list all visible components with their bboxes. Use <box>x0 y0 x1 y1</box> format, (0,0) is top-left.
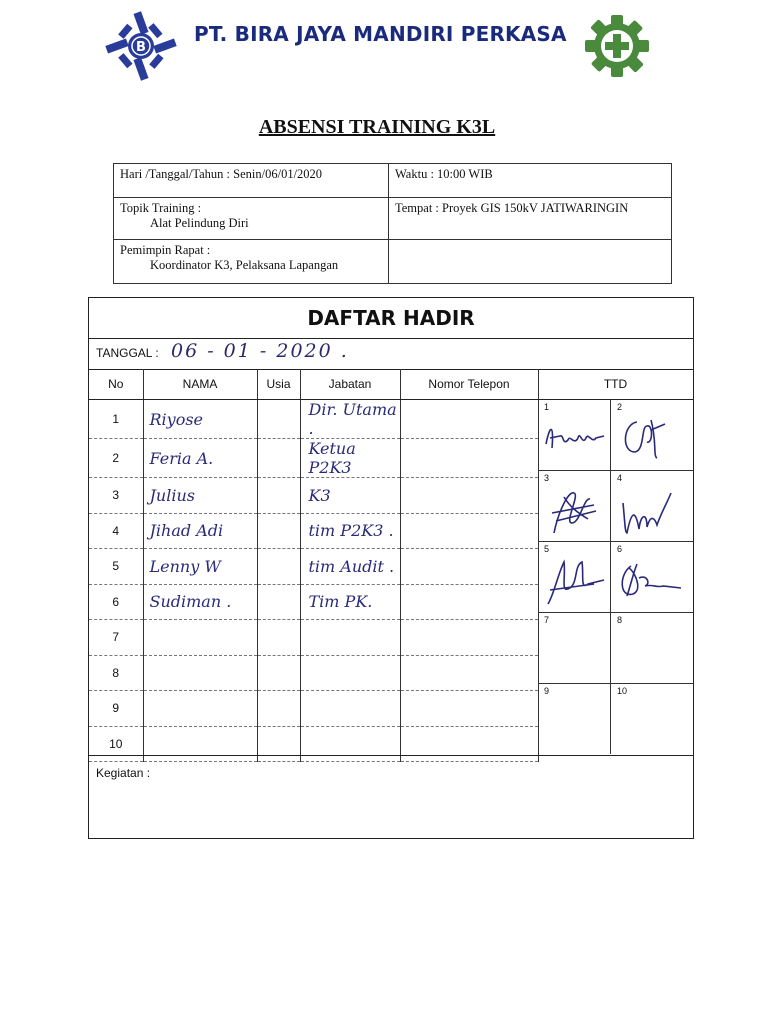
info-tempat: Tempat : Proyek GIS 150kV JATIWARINGIN <box>389 198 672 240</box>
document-title: ABSENSI TRAINING K3L <box>258 116 496 138</box>
ttd-cell <box>611 471 693 542</box>
attendance-table <box>89 369 539 762</box>
ttd-cell <box>611 542 693 613</box>
row-no: 3 <box>89 478 143 514</box>
info-empty-cell <box>389 240 672 284</box>
ttd-number: 7 <box>544 615 550 625</box>
row-telepon <box>400 655 538 691</box>
col-header-no: No <box>89 369 143 400</box>
attendance-row <box>89 513 538 549</box>
attendance-row <box>89 478 538 514</box>
ttd-cell <box>611 400 693 471</box>
row-no: 9 <box>89 691 143 727</box>
row-nama <box>143 655 257 691</box>
info-topik <box>114 198 389 240</box>
attendance-title: DAFTAR HADIR <box>89 298 693 339</box>
ttd-cell <box>538 613 611 684</box>
row-no: 1 <box>89 400 143 439</box>
attendance-row <box>89 691 538 727</box>
col-header-jabatan: Jabatan <box>300 369 400 400</box>
row-jabatan: Dir. Utama . <box>300 400 400 439</box>
row-telepon <box>400 439 538 478</box>
kegiatan-row <box>89 755 693 839</box>
info-pemimpin <box>114 240 389 284</box>
info-waktu: Waktu : 10:00 WIB <box>389 164 672 198</box>
row-nama: Riyose <box>143 400 257 439</box>
row-jabatan: K3 <box>300 478 400 514</box>
row-usia <box>257 620 300 656</box>
row-telepon <box>400 478 538 514</box>
signature-5 <box>544 554 606 610</box>
ttd-number: 6 <box>617 544 623 554</box>
row-telepon <box>400 620 538 656</box>
row-no: 10 <box>89 726 143 762</box>
signature-3 <box>544 483 606 539</box>
attendance-row <box>89 620 538 656</box>
pemimpin-label: Pemimpin Rapat : <box>120 243 211 257</box>
row-telepon <box>400 549 538 585</box>
pemimpin-value: Koordinator K3, Pelaksana Lapangan <box>150 258 339 272</box>
row-usia <box>257 478 300 514</box>
kegiatan-label: Kegiatan : <box>96 766 151 780</box>
logo-letter: B <box>136 40 146 55</box>
row-usia <box>257 549 300 585</box>
info-hari: Hari /Tanggal/Tahun : Senin/06/01/2020 <box>114 164 389 198</box>
attendance-sheet <box>88 297 694 839</box>
row-nama: Julius <box>143 478 257 514</box>
ttd-number: 2 <box>617 402 623 412</box>
gear-cross-logo <box>584 15 650 77</box>
col-header-ttd: TTD <box>538 369 693 400</box>
signature-1 <box>544 412 606 462</box>
row-no: 4 <box>89 513 143 549</box>
signature-2 <box>617 412 679 462</box>
row-nama: Lenny W <box>143 549 257 585</box>
company-logo-left <box>104 10 178 82</box>
ttd-number: 9 <box>544 686 550 696</box>
row-no: 7 <box>89 620 143 656</box>
ttd-number: 10 <box>617 686 628 696</box>
attendance-row <box>89 549 538 585</box>
topik-label: Topik Training : <box>120 201 202 215</box>
row-usia <box>257 439 300 478</box>
ttd-cell <box>538 542 611 613</box>
row-jabatan <box>300 655 400 691</box>
row-no: 8 <box>89 655 143 691</box>
attendance-row <box>89 439 538 478</box>
ttd-number: 1 <box>544 402 550 412</box>
row-usia <box>257 691 300 727</box>
row-telepon <box>400 691 538 727</box>
row-nama: Feria A. <box>143 439 257 478</box>
row-jabatan: tim Audit . <box>300 549 400 585</box>
ttd-number: 8 <box>617 615 623 625</box>
row-telepon <box>400 400 538 439</box>
ttd-cell <box>538 684 611 754</box>
row-nama: Jihad Adi <box>143 513 257 549</box>
row-usia <box>257 655 300 691</box>
attendance-row <box>89 400 538 439</box>
attendance-row <box>89 584 538 620</box>
row-nama: Sudiman . <box>143 584 257 620</box>
training-info-table <box>113 163 672 284</box>
row-jabatan: Ketua P2K3 <box>300 439 400 478</box>
row-no: 2 <box>89 439 143 478</box>
row-jabatan <box>300 691 400 727</box>
row-nama <box>143 620 257 656</box>
company-name: PT. BIRA JAYA MANDIRI PERKASA <box>194 22 567 46</box>
row-no: 5 <box>89 549 143 585</box>
col-header-nama: NAMA <box>143 369 257 400</box>
row-nama <box>143 691 257 727</box>
tanggal-label: TANGGAL : <box>96 346 159 360</box>
row-jabatan <box>300 620 400 656</box>
col-header-telepon: Nomor Telepon <box>400 369 538 400</box>
tanggal-value: 06 - 01 - 2020 . <box>171 340 349 362</box>
signature-6 <box>617 554 683 610</box>
tanggal-row <box>89 338 693 370</box>
row-jabatan: Tim PK. <box>300 584 400 620</box>
ttd-cell <box>538 471 611 542</box>
ttd-number: 4 <box>617 473 623 483</box>
ttd-number: 3 <box>544 473 550 483</box>
col-header-usia: Usia <box>257 369 300 400</box>
signature-4 <box>617 483 679 539</box>
ttd-cell <box>611 684 693 754</box>
row-telepon <box>400 584 538 620</box>
ttd-cell <box>611 613 693 684</box>
ttd-cell <box>538 400 611 471</box>
row-usia <box>257 513 300 549</box>
row-jabatan: tim P2K3 . <box>300 513 400 549</box>
row-usia <box>257 400 300 439</box>
row-no: 6 <box>89 584 143 620</box>
topik-value: Alat Pelindung Diri <box>150 216 249 230</box>
row-usia <box>257 584 300 620</box>
ttd-number: 5 <box>544 544 550 554</box>
row-telepon <box>400 513 538 549</box>
attendance-row <box>89 655 538 691</box>
